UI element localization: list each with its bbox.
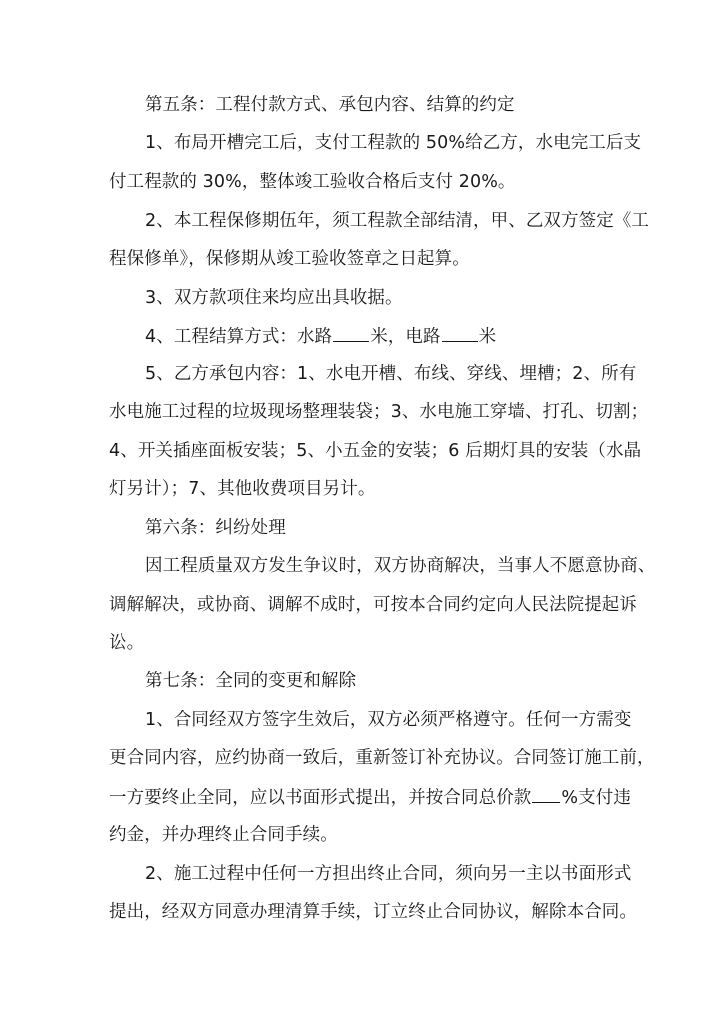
article7-item1-line2: 更合同内容，应约协商一致后，重新签订补充协议。合同签订施工前， <box>109 748 655 768</box>
penalty-percent-blank <box>532 785 560 803</box>
item4-prefix: 4、工程结算方式：水路 <box>145 327 333 347</box>
article7-item2-line2: 提出，经双方同意办理清算手续，订立终止合同协议，解除本合同。 <box>109 902 637 922</box>
article6-body-line2: 调解解决，或协商、调解不成时，可按本合同约定向人民法院提起诉 <box>109 595 637 615</box>
article7-item1-line3 <box>109 785 631 810</box>
item1-line3-prefix: 一方要终止全同，应以书面形式提出，并按合同总价款 <box>109 788 532 808</box>
article7-item1-line1: 1、合同经双方签字生效后，双方必须严格遵守。任何一方需变 <box>145 710 632 730</box>
item1-line3-suffix: %支付违 <box>561 788 631 808</box>
item4-unit2: 米 <box>478 327 497 347</box>
article6-body-line1: 因工程质量双方发生争议时，双方协商解决，当事人不愿意协商、 <box>145 556 656 576</box>
article5-item1-line2: 付工程款的 30%，整体竣工验收合格后支付 20%。 <box>109 172 516 192</box>
article7-item1-line4: 约金，并办理终止合同手续。 <box>109 825 338 845</box>
article6-heading: 第六条：纠纷处理 <box>145 518 286 538</box>
article5-item4 <box>145 324 655 349</box>
power-length-blank <box>442 324 478 342</box>
article5-item5-line2: 水电施工过程的垃圾现场整理装袋；3、水电施工穿墙、打孔、切割； <box>109 402 649 422</box>
article5-item2-line2: 程保修单》，保修期从竣工验收签章之日起算。 <box>109 249 470 269</box>
article5-item5-line1: 5、乙方承包内容：1、水电开槽、布线、穿线、埋槽；2、所有 <box>145 364 637 384</box>
article5-item3: 3、双方款项住来均应出具收据。 <box>145 288 403 308</box>
water-length-blank <box>333 324 369 342</box>
article5-item5-line3: 4、开关插座面板安装；5、小五金的安装；6 后期灯具的安装（水晶 <box>109 441 642 461</box>
article6-body-line3: 讼。 <box>109 633 145 653</box>
article5-item5-line4: 灯另计）；7、其他收费项目另计。 <box>109 479 376 499</box>
article7-item2-line1: 2、施工过程中任何一方担出终止合同，须向另一主以书面形式 <box>145 864 632 884</box>
article7-heading: 第七条：全同的变更和解除 <box>145 671 357 691</box>
article5-item2-line1: 2、本工程保修期伍年，须工程款全部结清，甲、乙双方签定《工 <box>145 211 650 231</box>
item4-unit1: 米，电路 <box>370 327 441 347</box>
article5-heading: 第五条：工程付款方式、承包内容、结算的约定 <box>145 95 515 115</box>
article5-item1-line1: 1、布局开槽完工后，支付工程款的 50%给乙方，水电完工后支 <box>145 133 642 153</box>
